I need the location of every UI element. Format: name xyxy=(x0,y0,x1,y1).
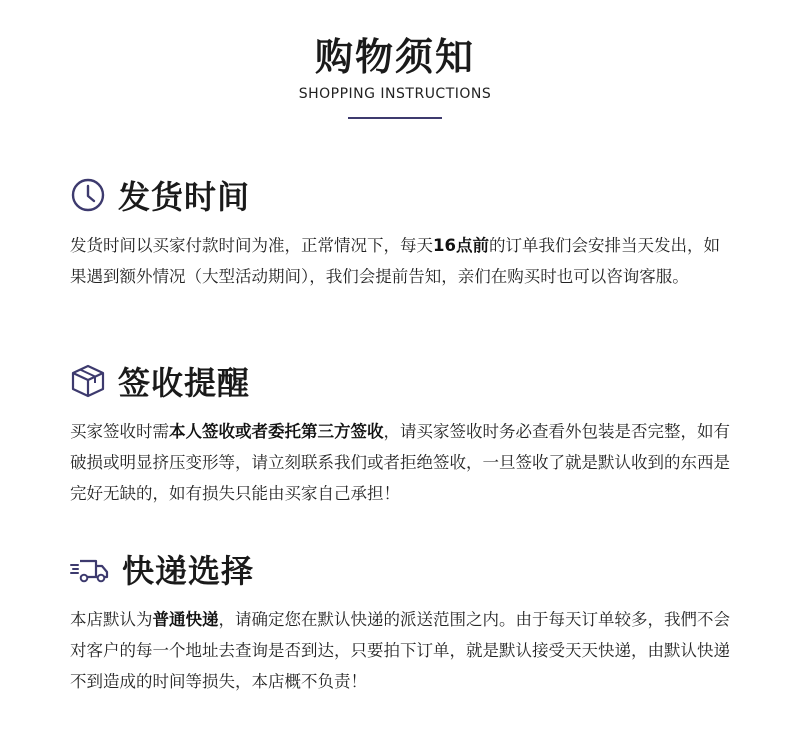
section-title: 快递选择 xyxy=(122,552,255,590)
clock-icon xyxy=(70,177,106,213)
section-body xyxy=(70,604,730,697)
section-header xyxy=(70,547,730,591)
body-text: ，请买家签收时务必查看外包装是否完整，如有破损或明显挤压变形等，请立刻联系我们或者拒绝签收，一旦签收了就是默认收到的东西是完好无缺的，如有损失只能由买家自己承担！ xyxy=(70,422,730,503)
title-divider xyxy=(348,117,442,119)
page-subtitle: SHOPPING INSTRUCTIONS xyxy=(298,86,492,102)
package-icon xyxy=(70,363,106,399)
page-title: 购物须知 xyxy=(314,35,475,79)
section-header xyxy=(70,173,730,217)
section-signing-reminder xyxy=(70,359,730,509)
delivery-truck-icon xyxy=(70,551,110,587)
section-shipping-time xyxy=(70,173,730,292)
section-header xyxy=(70,359,730,403)
body-text: ，请确定您在默认快递的派送范围之内。由于每天订单较多，我們不会对客户的每一个地址去查询是否到达，只要拍下订单，就是默认接受天天快递，由默认快递不到造成的时间等损失，本店概不负责！ xyxy=(70,610,730,691)
section-courier-selection xyxy=(70,547,730,697)
body-text: 本店默认为 xyxy=(70,610,153,629)
body-highlight: 16点前 xyxy=(433,236,489,255)
body-highlight: 普通快递 xyxy=(152,610,219,629)
section-title: 发货时间 xyxy=(118,178,251,216)
section-title: 签收提醒 xyxy=(118,364,251,402)
body-text: 的订单我们会安排当天发出，如果遇到额外情况（大型活动期间），我们会提前告知，亲们在购买时也可以咨询客服。 xyxy=(70,236,720,286)
section-body xyxy=(70,230,730,292)
body-text: 发货时间以买家付款时间为准，正常情况下，每天 xyxy=(70,236,433,255)
body-text: 买家签收时需 xyxy=(70,422,169,441)
body-highlight: 本人签收或者委托第三方签收 xyxy=(169,422,384,441)
section-body xyxy=(70,416,730,509)
page-header xyxy=(0,30,790,102)
